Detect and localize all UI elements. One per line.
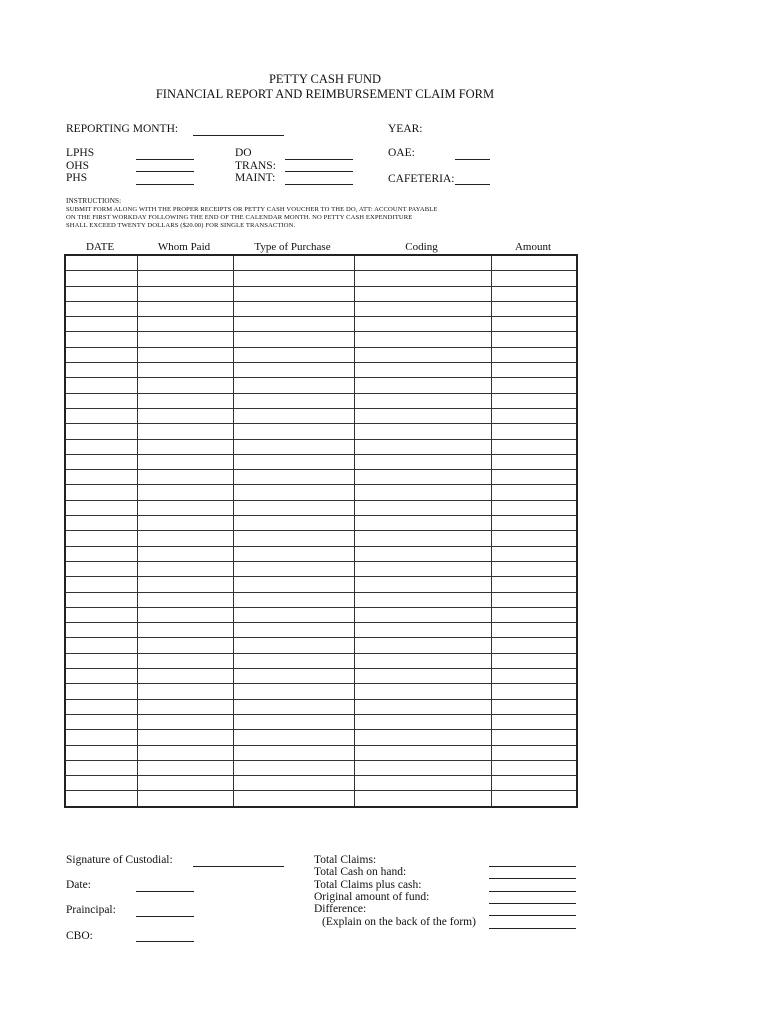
table-cell[interactable] bbox=[65, 408, 137, 423]
table-row bbox=[65, 776, 577, 791]
table-cell[interactable] bbox=[491, 301, 577, 316]
table-cell[interactable] bbox=[354, 730, 491, 745]
signature-field[interactable] bbox=[193, 866, 284, 867]
table-cell[interactable] bbox=[354, 332, 491, 347]
table-cell[interactable] bbox=[354, 454, 491, 469]
table-cell[interactable] bbox=[354, 638, 491, 653]
table-cell[interactable] bbox=[137, 363, 233, 378]
table-row bbox=[65, 378, 577, 393]
table-cell[interactable] bbox=[65, 301, 137, 316]
table-cell[interactable] bbox=[137, 470, 233, 485]
table-cell[interactable] bbox=[65, 378, 137, 393]
year-label: YEAR: bbox=[388, 123, 423, 135]
table-cell[interactable] bbox=[65, 485, 137, 500]
table-row bbox=[65, 454, 577, 469]
table-row bbox=[65, 500, 577, 515]
table-cell[interactable] bbox=[137, 623, 233, 638]
table-cell[interactable] bbox=[137, 776, 233, 791]
table-cell[interactable] bbox=[233, 592, 354, 607]
table-cell[interactable] bbox=[491, 776, 577, 791]
table-cell[interactable] bbox=[233, 454, 354, 469]
table-cell[interactable] bbox=[137, 500, 233, 515]
table-cell[interactable] bbox=[354, 470, 491, 485]
table-cell[interactable] bbox=[65, 592, 137, 607]
table-cell[interactable] bbox=[65, 500, 137, 515]
table-cell[interactable] bbox=[354, 623, 491, 638]
table-cell[interactable] bbox=[491, 255, 577, 271]
table-cell[interactable] bbox=[354, 317, 491, 332]
reporting-month-label: REPORTING MONTH: bbox=[66, 123, 179, 135]
table-row bbox=[65, 791, 577, 807]
table-cell[interactable] bbox=[233, 363, 354, 378]
table-cell[interactable] bbox=[137, 408, 233, 423]
table-cell[interactable] bbox=[233, 760, 354, 775]
table-cell[interactable] bbox=[65, 623, 137, 638]
table-cell[interactable] bbox=[65, 454, 137, 469]
table-row bbox=[65, 363, 577, 378]
code-oae-label: OAE: bbox=[388, 147, 415, 159]
table-cell[interactable] bbox=[137, 714, 233, 729]
table-cell[interactable] bbox=[233, 378, 354, 393]
table-row bbox=[65, 470, 577, 485]
table-cell[interactable] bbox=[354, 684, 491, 699]
instructions-line-2: ON THE FIRST WORKDAY FOLLOWING THE END OF THE CALENDAR MONTH. NO PETTY CASH EXPENDITURE bbox=[66, 214, 413, 221]
table-row bbox=[65, 653, 577, 668]
ledger-table bbox=[64, 254, 578, 808]
table-cell[interactable] bbox=[65, 638, 137, 653]
table-cell[interactable] bbox=[354, 653, 491, 668]
column-header-coding: Coding bbox=[405, 241, 438, 253]
table-cell[interactable] bbox=[233, 500, 354, 515]
table-cell[interactable] bbox=[354, 546, 491, 561]
explain-note: (Explain on the back of the form) bbox=[322, 916, 476, 928]
table-cell[interactable] bbox=[354, 791, 491, 807]
table-cell[interactable] bbox=[491, 791, 577, 807]
table-cell[interactable] bbox=[137, 607, 233, 622]
table-cell[interactable] bbox=[137, 638, 233, 653]
table-cell[interactable] bbox=[65, 669, 137, 684]
table-cell[interactable] bbox=[354, 776, 491, 791]
table-row bbox=[65, 408, 577, 423]
table-cell[interactable] bbox=[137, 271, 233, 286]
table-cell[interactable] bbox=[233, 653, 354, 668]
table-cell[interactable] bbox=[491, 286, 577, 301]
table-row bbox=[65, 347, 577, 362]
table-cell[interactable] bbox=[65, 546, 137, 561]
table-cell[interactable] bbox=[137, 684, 233, 699]
table-row bbox=[65, 286, 577, 301]
table-cell[interactable] bbox=[233, 561, 354, 576]
table-cell[interactable] bbox=[354, 531, 491, 546]
table-cell[interactable] bbox=[137, 592, 233, 607]
table-cell[interactable] bbox=[354, 485, 491, 500]
table-row bbox=[65, 531, 577, 546]
table-row bbox=[65, 439, 577, 454]
table-cell[interactable] bbox=[354, 439, 491, 454]
total-claims-plus-cash-label: Total Claims plus cash: bbox=[314, 879, 422, 891]
table-cell[interactable] bbox=[65, 653, 137, 668]
table-cell[interactable] bbox=[137, 745, 233, 760]
table-row bbox=[65, 730, 577, 745]
table-cell[interactable] bbox=[354, 607, 491, 622]
table-row bbox=[65, 393, 577, 408]
table-cell[interactable] bbox=[137, 546, 233, 561]
table-cell[interactable] bbox=[65, 699, 137, 714]
table-cell[interactable] bbox=[233, 730, 354, 745]
table-row bbox=[65, 684, 577, 699]
table-cell[interactable] bbox=[233, 699, 354, 714]
table-cell[interactable] bbox=[491, 408, 577, 423]
table-cell[interactable] bbox=[233, 684, 354, 699]
table-cell[interactable] bbox=[233, 424, 354, 439]
table-cell[interactable] bbox=[65, 684, 137, 699]
table-cell[interactable] bbox=[65, 730, 137, 745]
principal-field[interactable] bbox=[136, 916, 194, 917]
table-cell[interactable] bbox=[65, 531, 137, 546]
column-header-whom-paid: Whom Paid bbox=[157, 241, 211, 253]
table-cell[interactable] bbox=[233, 516, 354, 531]
table-cell[interactable] bbox=[137, 485, 233, 500]
table-cell[interactable] bbox=[491, 271, 577, 286]
table-cell[interactable] bbox=[233, 286, 354, 301]
table-cell[interactable] bbox=[137, 730, 233, 745]
table-cell[interactable] bbox=[65, 286, 137, 301]
table-row bbox=[65, 255, 577, 271]
table-cell[interactable] bbox=[65, 577, 137, 592]
table-cell[interactable] bbox=[491, 684, 577, 699]
table-cell[interactable] bbox=[137, 424, 233, 439]
table-cell[interactable] bbox=[137, 516, 233, 531]
table-cell[interactable] bbox=[137, 699, 233, 714]
table-cell[interactable] bbox=[65, 776, 137, 791]
table-cell[interactable] bbox=[137, 347, 233, 362]
table-cell[interactable] bbox=[137, 255, 233, 271]
code-ohs-label: OHS bbox=[66, 160, 90, 172]
table-cell[interactable] bbox=[233, 669, 354, 684]
table-cell[interactable] bbox=[491, 378, 577, 393]
code-maint-label: MAINT: bbox=[235, 172, 276, 184]
table-cell[interactable] bbox=[137, 561, 233, 576]
table-cell[interactable] bbox=[354, 424, 491, 439]
code-phs-field[interactable] bbox=[136, 184, 194, 185]
table-cell[interactable] bbox=[65, 470, 137, 485]
code-ohs-field[interactable] bbox=[136, 171, 194, 172]
table-cell[interactable] bbox=[491, 714, 577, 729]
column-header-type-of-purchase: Type of Purchase bbox=[254, 241, 331, 253]
table-row bbox=[65, 745, 577, 760]
form-subtitle: FINANCIAL REPORT AND REIMBURSEMENT CLAIM FORM bbox=[155, 87, 495, 101]
instructions-line-1: SUBMIT FORM ALONG WITH THE PROPER RECEIPTS OR PETTY CASH VOUCHER TO THE DO, ATT: ACCOUNT PAYABLE bbox=[66, 206, 438, 213]
table-cell[interactable] bbox=[233, 332, 354, 347]
table-cell[interactable] bbox=[491, 317, 577, 332]
table-row bbox=[65, 623, 577, 638]
table-row bbox=[65, 669, 577, 684]
table-cell[interactable] bbox=[137, 332, 233, 347]
table-cell[interactable] bbox=[491, 669, 577, 684]
original-amount-label: Original amount of fund: bbox=[314, 891, 430, 903]
table-cell[interactable] bbox=[491, 424, 577, 439]
table-row bbox=[65, 577, 577, 592]
form-title: PETTY CASH FUND bbox=[268, 72, 382, 86]
table-cell[interactable] bbox=[65, 516, 137, 531]
table-cell[interactable] bbox=[491, 454, 577, 469]
table-cell[interactable] bbox=[491, 653, 577, 668]
code-cafeteria-field[interactable] bbox=[455, 184, 490, 185]
table-cell[interactable] bbox=[491, 500, 577, 515]
table-row bbox=[65, 332, 577, 347]
table-cell[interactable] bbox=[65, 760, 137, 775]
code-do-label: DO bbox=[235, 147, 252, 159]
instructions-heading: INSTRUCTIONS: bbox=[66, 197, 122, 205]
table-row bbox=[65, 271, 577, 286]
table-cell[interactable] bbox=[137, 577, 233, 592]
table-row bbox=[65, 592, 577, 607]
table-cell[interactable] bbox=[233, 745, 354, 760]
table-cell[interactable] bbox=[137, 378, 233, 393]
table-cell[interactable] bbox=[354, 255, 491, 271]
table-cell[interactable] bbox=[137, 669, 233, 684]
table-cell[interactable] bbox=[65, 745, 137, 760]
table-cell[interactable] bbox=[354, 699, 491, 714]
column-header-amount: Amount bbox=[514, 241, 552, 253]
code-do-field[interactable] bbox=[285, 159, 353, 160]
table-cell[interactable] bbox=[491, 439, 577, 454]
table-cell[interactable] bbox=[491, 745, 577, 760]
code-trans-field[interactable] bbox=[285, 171, 353, 172]
table-cell[interactable] bbox=[491, 393, 577, 408]
table-cell[interactable] bbox=[233, 776, 354, 791]
table-cell[interactable] bbox=[354, 286, 491, 301]
table-cell[interactable] bbox=[137, 791, 233, 807]
table-row bbox=[65, 485, 577, 500]
table-cell[interactable] bbox=[65, 347, 137, 362]
table-cell[interactable] bbox=[354, 500, 491, 515]
table-cell[interactable] bbox=[491, 699, 577, 714]
table-cell[interactable] bbox=[233, 546, 354, 561]
table-cell[interactable] bbox=[137, 653, 233, 668]
explain-field[interactable] bbox=[489, 928, 576, 929]
total-claims-plus-cash-field[interactable] bbox=[489, 891, 576, 892]
table-cell[interactable] bbox=[233, 638, 354, 653]
table-cell[interactable] bbox=[65, 393, 137, 408]
table-cell[interactable] bbox=[354, 301, 491, 316]
table-cell[interactable] bbox=[354, 408, 491, 423]
table-row bbox=[65, 301, 577, 316]
table-cell[interactable] bbox=[491, 332, 577, 347]
code-lphs-field[interactable] bbox=[136, 159, 194, 160]
table-cell[interactable] bbox=[65, 363, 137, 378]
table-cell[interactable] bbox=[65, 424, 137, 439]
table-row bbox=[65, 760, 577, 775]
table-cell[interactable] bbox=[233, 393, 354, 408]
table-cell[interactable] bbox=[354, 669, 491, 684]
table-cell[interactable] bbox=[137, 317, 233, 332]
table-cell[interactable] bbox=[65, 561, 137, 576]
code-lphs-label: LPHS bbox=[66, 147, 95, 159]
table-cell[interactable] bbox=[233, 255, 354, 271]
table-cell[interactable] bbox=[65, 607, 137, 622]
table-cell[interactable] bbox=[491, 577, 577, 592]
table-cell[interactable] bbox=[491, 546, 577, 561]
total-claims-label: Total Claims: bbox=[314, 854, 377, 866]
table-cell[interactable] bbox=[65, 791, 137, 807]
table-cell[interactable] bbox=[137, 531, 233, 546]
table-cell[interactable] bbox=[65, 439, 137, 454]
table-cell[interactable] bbox=[491, 623, 577, 638]
code-cafeteria-label: CAFETERIA: bbox=[388, 173, 455, 185]
table-cell[interactable] bbox=[233, 623, 354, 638]
table-cell[interactable] bbox=[65, 255, 137, 271]
table-cell[interactable] bbox=[491, 485, 577, 500]
table-cell[interactable] bbox=[233, 470, 354, 485]
table-cell[interactable] bbox=[233, 531, 354, 546]
table-cell[interactable] bbox=[137, 301, 233, 316]
signature-label: Signature of Custodial: bbox=[66, 854, 173, 866]
table-cell[interactable] bbox=[354, 271, 491, 286]
table-cell[interactable] bbox=[354, 714, 491, 729]
principal-label: Praincipal: bbox=[66, 904, 116, 916]
table-cell[interactable] bbox=[354, 561, 491, 576]
table-cell[interactable] bbox=[491, 516, 577, 531]
table-cell[interactable] bbox=[137, 760, 233, 775]
code-maint-field[interactable] bbox=[285, 184, 353, 185]
table-cell[interactable] bbox=[491, 470, 577, 485]
total-claims-field[interactable] bbox=[489, 866, 576, 867]
table-cell[interactable] bbox=[354, 760, 491, 775]
table-cell[interactable] bbox=[137, 454, 233, 469]
table-cell[interactable] bbox=[354, 577, 491, 592]
table-row bbox=[65, 546, 577, 561]
table-row bbox=[65, 607, 577, 622]
reporting-month-field[interactable] bbox=[193, 135, 284, 136]
table-cell[interactable] bbox=[491, 638, 577, 653]
table-cell[interactable] bbox=[354, 745, 491, 760]
table-cell[interactable] bbox=[491, 607, 577, 622]
original-amount-field[interactable] bbox=[489, 903, 576, 904]
table-cell[interactable] bbox=[233, 408, 354, 423]
table-cell[interactable] bbox=[233, 317, 354, 332]
total-cash-on-hand-label: Total Cash on hand: bbox=[314, 866, 407, 878]
table-row bbox=[65, 424, 577, 439]
table-cell[interactable] bbox=[233, 607, 354, 622]
code-trans-label: TRANS: bbox=[235, 160, 276, 172]
instructions-line-3: SHALL EXCEED TWENTY DOLLARS ($20.00) FOR SINGLE TRANSACTION. bbox=[66, 222, 296, 229]
difference-field[interactable] bbox=[489, 915, 576, 916]
table-cell[interactable] bbox=[354, 516, 491, 531]
date-field[interactable] bbox=[136, 891, 194, 892]
total-cash-on-hand-field[interactable] bbox=[489, 878, 576, 879]
cbo-field[interactable] bbox=[136, 941, 194, 942]
table-cell[interactable] bbox=[491, 592, 577, 607]
table-row bbox=[65, 561, 577, 576]
table-cell[interactable] bbox=[491, 347, 577, 362]
table-cell[interactable] bbox=[491, 531, 577, 546]
table-cell[interactable] bbox=[354, 378, 491, 393]
table-cell[interactable] bbox=[354, 393, 491, 408]
table-row bbox=[65, 516, 577, 531]
table-row bbox=[65, 638, 577, 653]
table-cell[interactable] bbox=[137, 439, 233, 454]
table-cell[interactable] bbox=[354, 363, 491, 378]
table-row bbox=[65, 699, 577, 714]
table-cell[interactable] bbox=[491, 363, 577, 378]
table-cell[interactable] bbox=[137, 286, 233, 301]
table-cell[interactable] bbox=[354, 347, 491, 362]
table-cell[interactable] bbox=[233, 791, 354, 807]
cbo-label: CBO: bbox=[66, 930, 93, 942]
table-cell[interactable] bbox=[233, 485, 354, 500]
table-cell[interactable] bbox=[354, 592, 491, 607]
code-phs-label: PHS bbox=[66, 172, 88, 184]
table-cell[interactable] bbox=[65, 714, 137, 729]
table-cell[interactable] bbox=[233, 271, 354, 286]
table-cell[interactable] bbox=[491, 561, 577, 576]
date-label: Date: bbox=[66, 879, 91, 891]
table-cell[interactable] bbox=[137, 393, 233, 408]
table-cell[interactable] bbox=[233, 714, 354, 729]
table-row bbox=[65, 714, 577, 729]
code-oae-field[interactable] bbox=[455, 159, 490, 160]
table-cell[interactable] bbox=[65, 332, 137, 347]
table-row bbox=[65, 317, 577, 332]
column-header-date: DATE bbox=[85, 241, 115, 253]
table-cell[interactable] bbox=[65, 271, 137, 286]
table-cell[interactable] bbox=[491, 730, 577, 745]
table-cell[interactable] bbox=[233, 347, 354, 362]
table-cell[interactable] bbox=[65, 317, 137, 332]
difference-label: Difference: bbox=[314, 903, 367, 915]
table-cell[interactable] bbox=[233, 301, 354, 316]
table-cell[interactable] bbox=[233, 577, 354, 592]
table-cell[interactable] bbox=[491, 760, 577, 775]
table-cell[interactable] bbox=[233, 439, 354, 454]
